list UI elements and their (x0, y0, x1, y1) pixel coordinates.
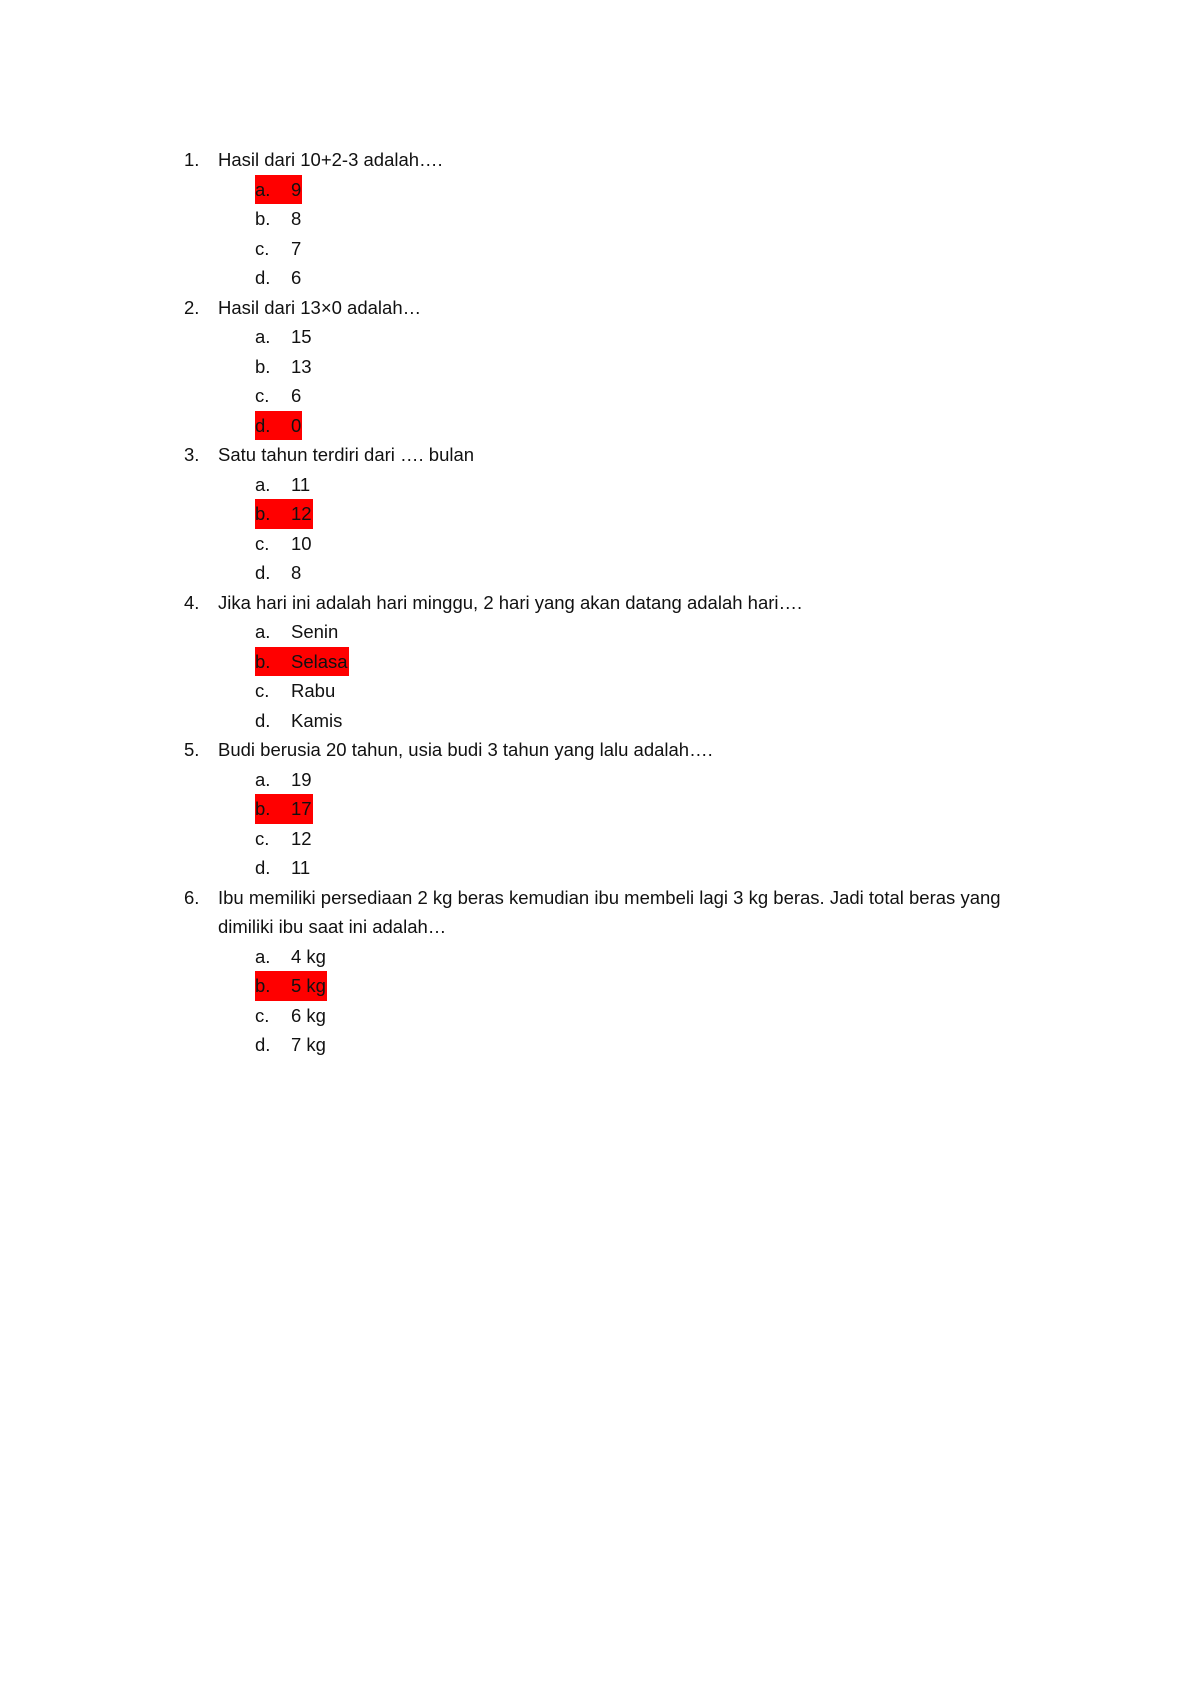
answer-option (255, 204, 1034, 234)
question-block (184, 588, 1034, 736)
option-value: 12 (291, 503, 312, 524)
option-highlight (255, 942, 327, 972)
answer-option (255, 499, 1034, 529)
question-text: Satu tahun terdiri dari …. bulan (218, 444, 475, 465)
answer-option (255, 971, 1034, 1001)
option-letter: a. (255, 473, 271, 495)
answer-option (255, 234, 1034, 264)
option-letter: c. (255, 827, 270, 849)
answer-option (255, 706, 1034, 736)
answer-option (255, 175, 1034, 205)
option-letter: b. (255, 650, 271, 672)
option-letter: c. (255, 680, 270, 701)
option-highlight (255, 794, 313, 824)
option-letter: c. (255, 1004, 270, 1026)
option-letter: d. (255, 857, 271, 878)
option-highlight (255, 381, 302, 411)
question (184, 883, 1034, 942)
option-highlight (255, 352, 313, 382)
answer-option (255, 411, 1034, 441)
answer-option (255, 263, 1034, 293)
option-highlight (255, 322, 313, 352)
option-value: 5 kg (291, 975, 326, 996)
option-letter: a. (255, 178, 271, 200)
option-highlight (255, 204, 302, 234)
option-value: 11 (291, 857, 311, 878)
answer-option (255, 558, 1034, 588)
answer-option (255, 322, 1034, 352)
option-highlight (255, 824, 313, 854)
answer-option (255, 853, 1034, 883)
option-letter: a. (255, 621, 271, 642)
option-highlight (255, 1001, 327, 1031)
option-highlight (255, 706, 343, 736)
quiz-list (184, 145, 1034, 1060)
answer-option (255, 529, 1034, 559)
answer-option (255, 1001, 1034, 1031)
option-value: 0 (291, 414, 302, 436)
question-number: 4. (184, 591, 200, 613)
option-value: 13 (291, 355, 312, 377)
question (184, 588, 1034, 618)
option-value: 6 kg (291, 1004, 326, 1026)
option-letter: d. (255, 709, 271, 731)
option-highlight (255, 263, 302, 293)
option-value: 15 (291, 326, 312, 347)
answer-option (255, 617, 1034, 647)
option-highlight (255, 499, 313, 529)
option-value: 7 kg (291, 1034, 326, 1055)
question-number: 1. (184, 149, 200, 170)
option-value: 9 (291, 178, 302, 200)
option-letter: a. (255, 945, 271, 967)
answer-option (255, 676, 1034, 706)
option-letter: c. (255, 237, 270, 259)
question-text: Hasil dari 10+2-3 adalah…. (218, 149, 443, 170)
option-value: Senin (291, 621, 339, 642)
option-highlight (255, 971, 327, 1001)
question-block (184, 145, 1034, 293)
question (184, 440, 1034, 470)
question-text: Budi berusia 20 tahun, usia budi 3 tahun yang lalu adalah…. (218, 739, 713, 760)
option-letter: a. (255, 326, 271, 347)
option-value: 19 (291, 768, 312, 790)
option-letter: d. (255, 562, 271, 583)
question-block (184, 883, 1034, 1060)
answer-option (255, 942, 1034, 972)
option-value: Selasa (291, 650, 348, 672)
option-highlight (255, 676, 336, 706)
answer-option (255, 647, 1034, 677)
option-value: 10 (291, 532, 312, 554)
question-text: Ibu memiliki persediaan 2 kg beras kemudian ibu membeli lagi 3 kg beras. Jadi total beras yang dimiliki ibu saat ini adalah… (218, 886, 1001, 937)
option-highlight (255, 558, 302, 588)
option-value: 6 (291, 267, 302, 288)
option-letter: b. (255, 975, 271, 996)
option-highlight (255, 1030, 327, 1060)
option-highlight (255, 234, 302, 264)
option-highlight (255, 411, 302, 441)
option-letter: d. (255, 1034, 271, 1055)
question-number: 5. (184, 739, 200, 760)
question-block (184, 735, 1034, 883)
option-value: 12 (291, 827, 312, 849)
question-block (184, 293, 1034, 441)
question (184, 145, 1034, 175)
option-letter: d. (255, 414, 271, 436)
answer-option (255, 794, 1034, 824)
answer-option (255, 765, 1034, 795)
option-letter: b. (255, 503, 271, 524)
option-letter: c. (255, 385, 270, 406)
answer-option (255, 1030, 1034, 1060)
question-text: Jika hari ini adalah hari minggu, 2 hari yang akan datang adalah hari…. (218, 591, 803, 613)
question (184, 293, 1034, 323)
answer-option (255, 470, 1034, 500)
option-value: 8 (291, 208, 302, 229)
option-letter: a. (255, 768, 271, 790)
option-value: Rabu (291, 680, 336, 701)
option-letter: b. (255, 798, 271, 819)
option-value: 7 (291, 237, 302, 259)
answer-option (255, 824, 1034, 854)
question-number: 2. (184, 296, 200, 318)
option-value: 8 (291, 562, 302, 583)
question-block (184, 440, 1034, 588)
option-value: Kamis (291, 709, 343, 731)
option-highlight (255, 617, 339, 647)
option-highlight (255, 765, 313, 795)
option-letter: c. (255, 532, 270, 554)
question-text: Hasil dari 13×0 adalah… (218, 296, 422, 318)
question-number: 6. (184, 886, 200, 908)
option-highlight (255, 175, 302, 205)
question (184, 735, 1034, 765)
option-highlight (255, 853, 311, 883)
option-value: 6 (291, 385, 302, 406)
option-highlight (255, 470, 311, 500)
option-value: 17 (291, 798, 312, 819)
option-value: 4 kg (291, 945, 326, 967)
option-highlight (255, 529, 313, 559)
option-letter: b. (255, 208, 271, 229)
option-letter: d. (255, 267, 271, 288)
answer-option (255, 381, 1034, 411)
option-value: 11 (291, 473, 311, 495)
option-letter: b. (255, 355, 271, 377)
answer-option (255, 352, 1034, 382)
option-highlight (255, 647, 349, 677)
question-number: 3. (184, 444, 200, 465)
